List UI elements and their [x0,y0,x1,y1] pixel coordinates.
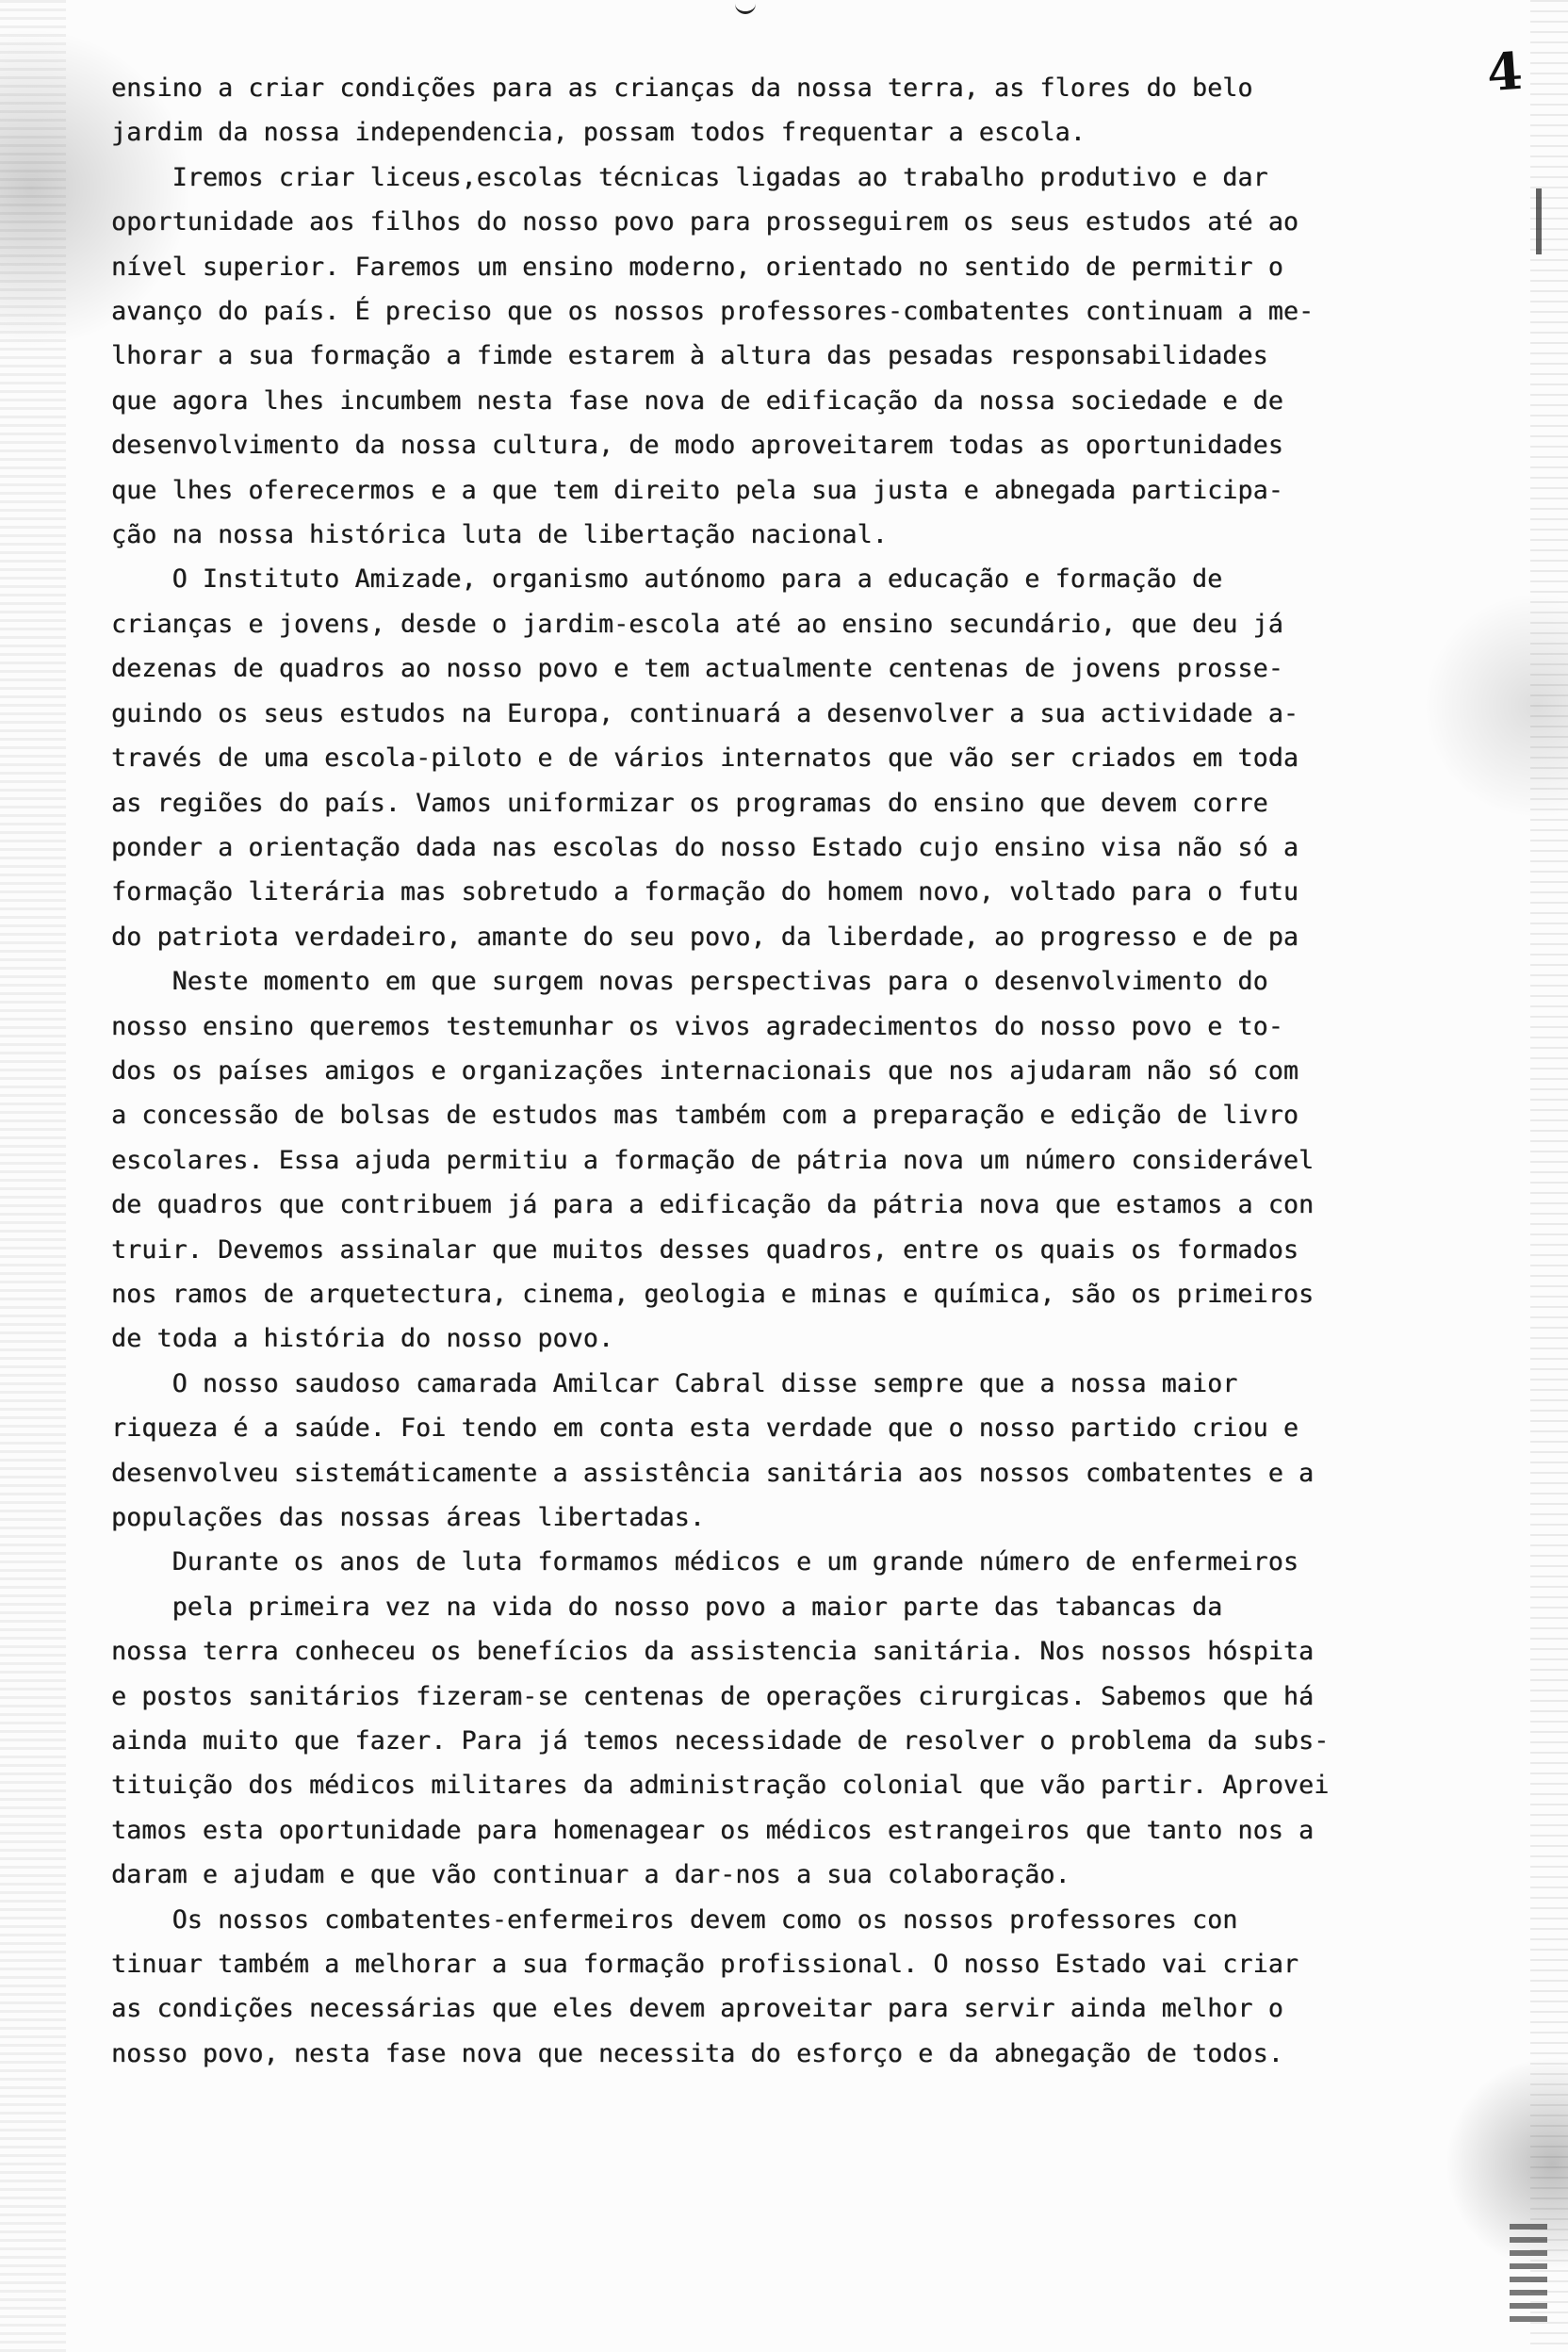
text-line: que lhes oferecermos e a que tem direito pela sua justa e abnegada participa- [111,475,1283,505]
margin-mark [1536,188,1542,254]
page-number: 4 [1484,40,1525,104]
text-line: nível superior. Faremos um ensino moderno, orientado no sentido de permitir o [111,252,1283,282]
text-line: Durante os anos de luta formamos médicos e um grande número de enfermeiros [111,1547,1299,1577]
text-line: as regiões do país. Vamos uniformizar os programas do ensino que devem corre [111,788,1268,818]
text-line: avanço do país. É preciso que os nossos professores-combatentes continuam a me- [111,297,1315,327]
text-line: daram e ajudam e que vão continuar a dar-nos a sua colaboração. [111,1860,1070,1890]
text-line: de toda a história do nosso povo. [111,1324,614,1354]
text-line: O nosso saudoso camarada Amilcar Cabral disse sempre que a nossa maior [111,1368,1238,1398]
text-line: O Instituto Amizade, organismo autónomo para a educação e formação de [111,564,1223,595]
text-line: Os nossos combatentes-enfermeiros devem como os nossos professores con [111,1904,1238,1935]
text-line: que agora lhes incumbem nesta fase nova de edificação da nossa sociedade e de [111,385,1283,416]
text-line: as condições necessárias que eles devem aproveitar para servir ainda melhor o [111,1994,1283,2024]
text-line: e postos sanitários fizeram-se centenas de operações cirurgicas. Sabemos que há [111,1681,1315,1711]
text-line: de quadros que contribuem já para a edificação da pátria nova que estamos a con [111,1190,1315,1220]
text-line: formação literária mas sobretudo a formação do homem novo, voltado para o futu [111,877,1299,907]
text-line: nossa terra conheceu os benefícios da assistencia sanitária. Nos nossos hóspita [111,1637,1315,1667]
text-line: tituição dos médicos militares da administração colonial que vão partir. Aprovei [111,1771,1330,1801]
text-line: tinuar também a melhorar a sua formação profissional. O nosso Estado vai criar [111,1950,1299,1980]
text-line: Iremos criar liceus,escolas técnicas ligadas ao trabalho produtivo e dar [111,162,1268,192]
text-line: ção na nossa histórica luta de libertação nacional. [111,520,888,550]
text-line: Neste momento em que surgem novas perspectivas para o desenvolvimento do [111,967,1268,997]
text-line: jardim da nossa independencia, possam todos frequentar a escola. [111,118,1086,148]
text-line: oportunidade aos filhos do nosso povo para prosseguirem os seus estudos até ao [111,207,1299,237]
text-line: nos ramos de arquetectura, cinema, geologia e minas e química, são os primeiros [111,1279,1315,1309]
text-line: ensino a criar condições para as crianças da nossa terra, as flores do belo [111,74,1253,103]
text-line: tamos esta oportunidade para homenagear os médicos estrangeiros que tanto nos a [111,1815,1315,1845]
document-body [111,66,1506,2076]
text-line: dos os países amigos e organizações internacionais que nos ajudaram não só com [111,1055,1299,1086]
text-line: truir. Devemos assinalar que muitos desses quadros, entre os quais os formados [111,1234,1299,1265]
text-line: crianças e jovens, desde o jardim-escola até ao ensino secundário, que deu já [111,609,1283,639]
text-line: guindo os seus estudos na Europa, continuará a desenvolver a sua actividade a- [111,698,1299,728]
text-line: do patriota verdadeiro, amante do seu povo, da liberdade, ao progresso e de pa [111,922,1299,952]
text-line: nosso povo, nesta fase nova que necessita do esforço e da abnegação de todos. [111,2038,1283,2068]
corner-mark [1510,2224,1547,2328]
text-line: populações das nossas áreas libertadas. [111,1503,706,1532]
text-line: desenvolveu sistemáticamente a assistência sanitária aos nossos combatentes e a [111,1458,1315,1488]
top-mark [735,2,756,14]
text-line: ainda muito que fazer. Para já temos necessidade de resolver o problema da subs- [111,1726,1330,1756]
text-line: desenvolvimento da nossa cultura, de modo aproveitarem todas as oportunidades [111,431,1283,461]
scan-edge-left [0,0,66,2352]
scan-edge-right [1530,0,1568,2352]
text-line: escolares. Essa ajuda permitiu a formação de pátria nova um número considerável [111,1145,1315,1175]
text-line: lhorar a sua formação a fimde estarem à altura das pesadas responsabilidades [111,341,1268,371]
text-line: nosso ensino queremos testemunhar os vivos agradecimentos do nosso povo e to- [111,1011,1283,1041]
text-line: riqueza é a saúde. Foi tendo em conta esta verdade que o nosso partido criou e [111,1413,1299,1444]
text-line: través de uma escola-piloto e de vários internatos que vão ser criados em toda [111,743,1299,774]
text-line: a concessão de bolsas de estudos mas também com a preparação e edição de livro [111,1101,1299,1131]
text-line: dezenas de quadros ao nosso povo e tem actualmente centenas de jovens prosse- [111,654,1283,684]
text-line: ponder a orientação dada nas escolas do nosso Estado cujo ensino visa não só a [111,832,1299,862]
text-line: pela primeira vez na vida do nosso povo a maior parte das tabancas da [111,1592,1223,1622]
